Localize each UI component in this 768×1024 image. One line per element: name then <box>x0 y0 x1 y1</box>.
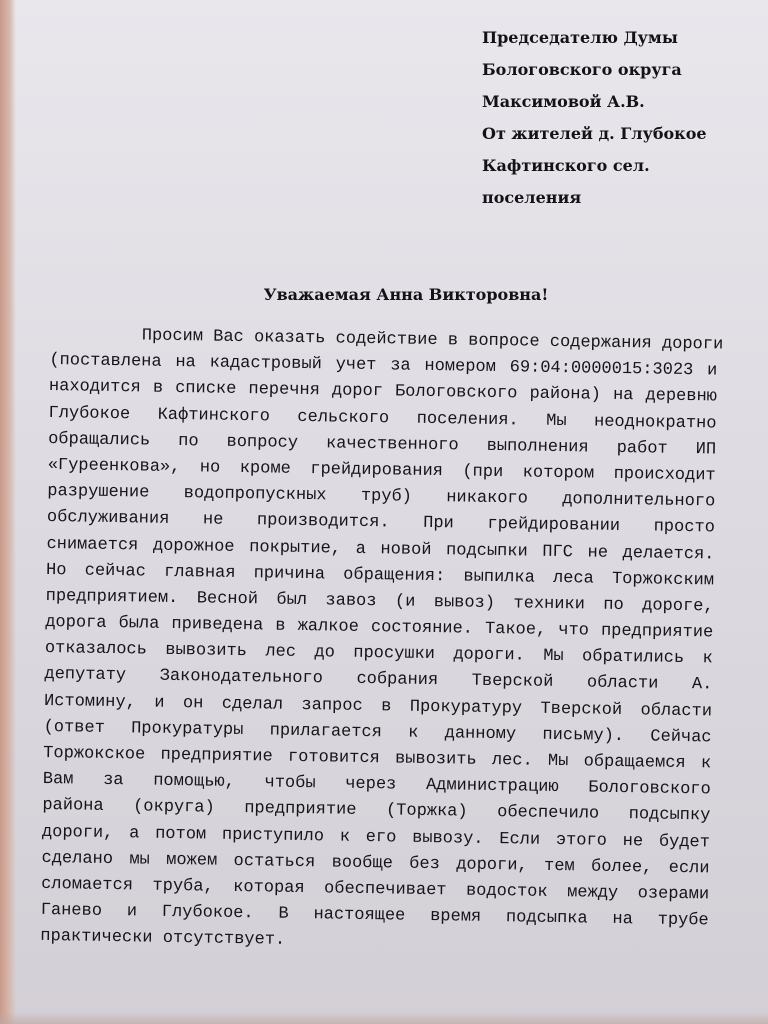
addressee-line-3: Максимовой А.В. <box>482 92 645 111</box>
addressee-line-2: Бологовского округа <box>482 60 682 79</box>
body-line: обслуживания не производится. При грейдировании просто <box>46 508 715 538</box>
addressee-line-6: поселения <box>482 188 582 207</box>
body-line: предприятием. Весной был завоз (и вывоз) техники по дороге, <box>45 586 714 617</box>
addressee-block <box>482 22 752 214</box>
body-line: (поставлена на кадастровый учет за номером 69:04:0000015:3023 и <box>49 351 718 381</box>
body-line: Ганево и Глубокое. В настоящее время подсыпка на трубе <box>40 901 709 931</box>
salutation: Уважаемая Анна Викторовна! <box>263 285 549 304</box>
body-line: дорога была приведена в жалкое состояние. Такое, что предприятие <box>45 613 714 643</box>
body-line: Но сейчас главная причина обращения: выпилка леса Торжокским <box>45 560 715 591</box>
page-edge-shadow <box>0 0 16 1024</box>
body-line: находится в списке перечня дорог Бологовского района) на деревню <box>48 377 718 407</box>
body-line: Торжокское предприятие готовится вывозить лес. Мы обращаемся к <box>43 743 712 774</box>
addressee-line-1: Председателю Думы <box>482 28 678 47</box>
body-line: практически отсутствует. <box>40 927 286 951</box>
body-line: Истомину, и он сделал запрос в Прокуратуру Тверской области <box>43 691 713 722</box>
body-line: обращались по вопросу качественного выполнения работ ИП <box>48 429 717 460</box>
body-line: (ответ Прокуратуры прилагается к данному письму). Сейчас <box>43 717 712 748</box>
body-line: Глубокое Кафтинского сельского поселения. Мы неоднократно <box>48 403 717 434</box>
body-line: сделано мы можем остаться вообще без дороги, тем более, если <box>41 848 710 879</box>
body-line: дороги, а потом приступило к его вывозу. Если этого не будет <box>41 822 711 852</box>
page-bottom-shadow <box>0 1012 768 1024</box>
body-line: «Гуреенкова», но кроме грейдирования (при котором происходит <box>47 455 716 486</box>
body-line: Вам за помощью, чтобы через Администрацию Бологовского <box>42 770 711 800</box>
body-line: снимается дорожное покрытие, а новой подсыпки ПГС не делается. <box>46 534 715 564</box>
body-line: депутату Законодательного собрания Тверской области А. <box>44 665 713 695</box>
body-line: района (округа) предприятие (Торжка) обеспечило подсыпку <box>42 796 711 826</box>
body-line: разрушение водопропускных труб) никакого дополнительного <box>47 482 716 512</box>
letter-body <box>40 322 724 961</box>
body-line: отказалось вывозить лес до просушки дороги. Мы обратились к <box>44 639 713 669</box>
body-line: сломается труба, которая обеспечивает водосток между озерами <box>41 874 710 905</box>
addressee-line-4: От жителей д. Глубокое <box>482 124 707 143</box>
addressee-line-5: Кафтинского сел. <box>482 156 650 175</box>
body-line: Просим Вас оказать содействие в вопросе содержания дороги <box>141 326 724 355</box>
